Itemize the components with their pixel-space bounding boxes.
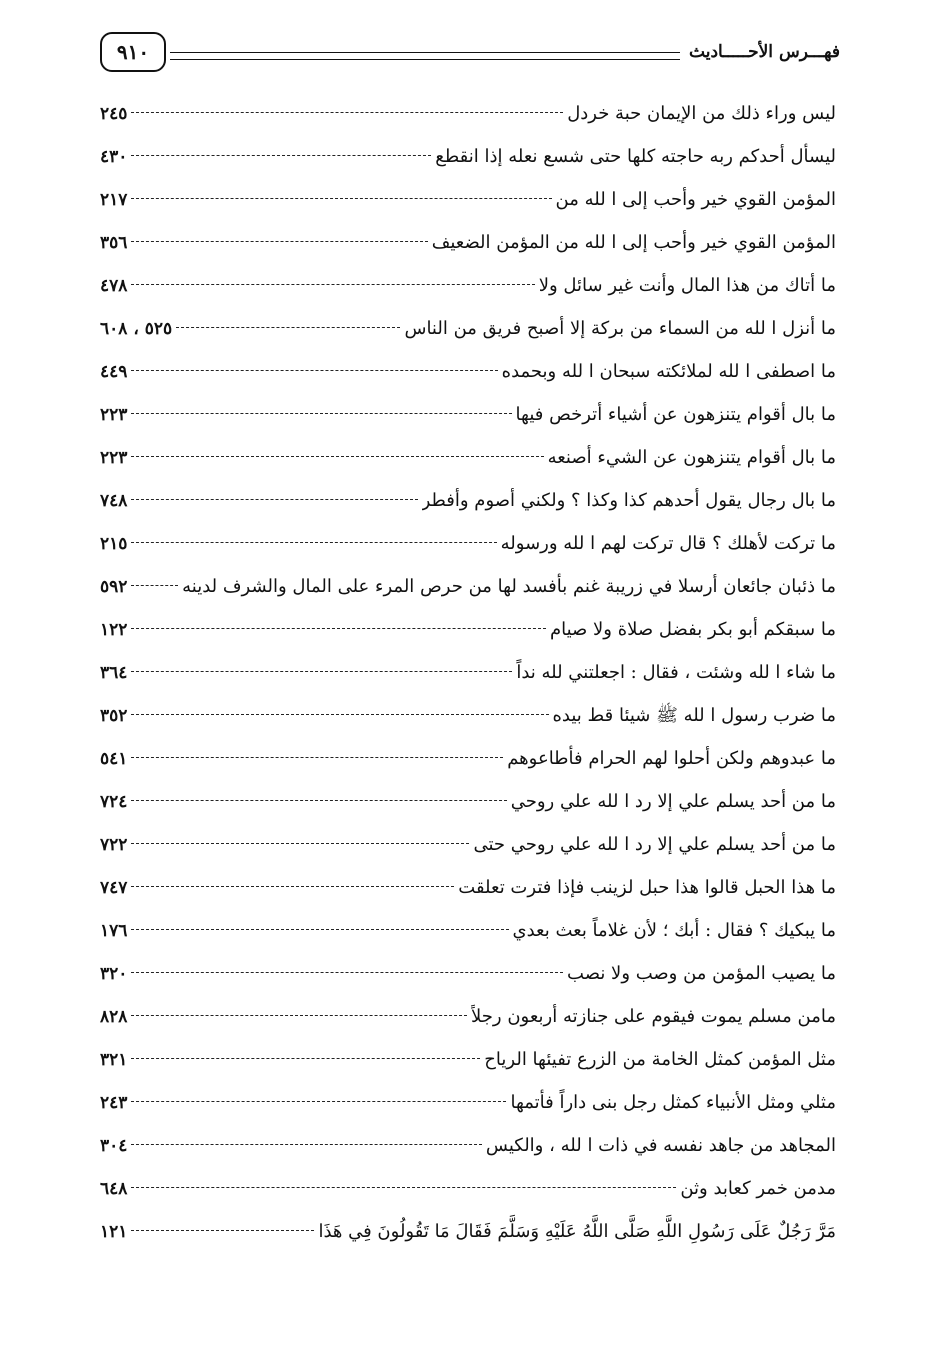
dotted-leader bbox=[131, 112, 563, 113]
dotted-leader bbox=[131, 370, 497, 371]
hadith-text: ما عبدوهم ولكن أحلوا لهم الحرام فأطاعوهم bbox=[507, 748, 836, 769]
header-rule bbox=[170, 52, 680, 53]
page-reference: ٢١٥ bbox=[100, 534, 128, 554]
hadith-text: ما يصيب المؤمن من وصب ولا نصب bbox=[567, 963, 836, 984]
index-entry bbox=[100, 866, 836, 909]
hadith-text: ما أنزل ا لله من السماء من بركة إلا أصبح فريق من الناس bbox=[404, 318, 836, 339]
page-reference: ٧٢٤ bbox=[100, 792, 128, 812]
page-reference: ٣٠٤ bbox=[100, 1136, 128, 1156]
dotted-leader bbox=[131, 284, 534, 285]
page-reference: ٤٧٨ bbox=[100, 276, 128, 296]
hadith-text: ما من أحد يسلم علي إلا رد ا لله علي روحي bbox=[510, 791, 836, 812]
dotted-leader bbox=[131, 714, 548, 715]
hadith-text: ما من أحد يسلم علي إلا رد ا لله علي روحي حتى bbox=[473, 834, 836, 855]
hadith-text: المؤمن القوي خير وأحب إلى ا لله من bbox=[555, 189, 836, 210]
hadith-index-list bbox=[100, 92, 836, 1253]
page-reference: ٣٥٢ bbox=[100, 706, 128, 726]
index-entry bbox=[100, 264, 836, 307]
index-entry bbox=[100, 1038, 836, 1081]
hadith-text: ما تركت لأهلك ؟ قال تركت لهم ا لله ورسوله bbox=[500, 533, 836, 554]
hadith-text: مدمن خمر كعابد وثن bbox=[680, 1178, 836, 1199]
dotted-leader bbox=[131, 757, 503, 758]
page-reference: ٣٦٤ bbox=[100, 663, 128, 683]
dotted-leader bbox=[131, 671, 512, 672]
dotted-leader bbox=[131, 972, 563, 973]
index-entry bbox=[100, 952, 836, 995]
hadith-text: المؤمن القوي خير وأحب إلى ا لله من المؤمن الضعيف bbox=[431, 232, 836, 253]
dotted-leader bbox=[131, 929, 508, 930]
header-rule-secondary bbox=[170, 59, 680, 60]
page-number: ٩١٠ bbox=[100, 32, 166, 72]
dotted-leader bbox=[131, 1101, 506, 1102]
page-reference: ٥٩٢ bbox=[100, 577, 128, 597]
page-reference: ٦٤٨ bbox=[100, 1179, 128, 1199]
page-reference: ٨٢٨ bbox=[100, 1007, 128, 1027]
dotted-leader bbox=[131, 1144, 481, 1145]
page-reference: ٣٢٠ bbox=[100, 964, 128, 984]
index-entry bbox=[100, 221, 836, 264]
page-reference: ٤٤٩ bbox=[100, 362, 128, 382]
index-entry bbox=[100, 135, 836, 178]
index-entry bbox=[100, 479, 836, 522]
hadith-text: ما هذا الحبل قالوا هذا حبل لزينب فإذا فترت تعلقت bbox=[458, 877, 836, 898]
dotted-leader bbox=[131, 1058, 480, 1059]
index-entry bbox=[100, 350, 836, 393]
page-reference: ١٧٦ bbox=[100, 921, 128, 941]
hadith-text: ليس وراء ذلك من الإيمان حبة خردل bbox=[567, 103, 836, 124]
index-entry bbox=[100, 737, 836, 780]
index-entry bbox=[100, 565, 836, 608]
dotted-leader bbox=[176, 327, 400, 328]
dotted-leader bbox=[131, 155, 431, 156]
index-entry bbox=[100, 1124, 836, 1167]
index-entry bbox=[100, 608, 836, 651]
hadith-text: ما بال أقوام يتنزهون عن أشياء أترخص فيها bbox=[515, 404, 836, 425]
page-reference: ٣٥٦ bbox=[100, 233, 128, 253]
hadith-text: ما ضرب رسول ا لله ﷺ شيئا قط بيده bbox=[552, 705, 836, 726]
index-entry bbox=[100, 780, 836, 823]
index-entry bbox=[100, 178, 836, 221]
dotted-leader bbox=[131, 542, 496, 543]
dotted-leader bbox=[131, 628, 546, 629]
index-entry bbox=[100, 694, 836, 737]
dotted-leader bbox=[131, 456, 543, 457]
index-entry bbox=[100, 1081, 836, 1124]
index-entry bbox=[100, 522, 836, 565]
dotted-leader bbox=[131, 843, 469, 844]
hadith-text: مثل المؤمن كمثل الخامة من الزرع تفيئها الرياح bbox=[484, 1049, 836, 1070]
page-reference: ٣٢١ bbox=[100, 1050, 128, 1070]
page-reference: ٥٢٥ ، ٦٠٨ bbox=[100, 319, 173, 339]
dotted-leader bbox=[131, 241, 427, 242]
index-entry bbox=[100, 1167, 836, 1210]
page-reference: ٢٢٣ bbox=[100, 405, 128, 425]
hadith-text: ما شاء ا لله وشئت ، فقال : اجعلتني لله نداً bbox=[516, 662, 836, 683]
page-reference: ٢٤٥ bbox=[100, 104, 128, 124]
hadith-text: ما بال رجال يقول أحدهم كذا وكذا ؟ ولكني أصوم وأفطر bbox=[421, 490, 836, 511]
hadith-text: ما بال أقوام يتنزهون عن الشيء أصنعه bbox=[547, 447, 836, 468]
index-entry bbox=[100, 995, 836, 1038]
index-entry bbox=[100, 393, 836, 436]
hadith-text: ما سبقكم أبو بكر بفضل صلاة ولا صيام bbox=[549, 619, 836, 640]
hadith-text: ما ذئبان جائعان أرسلا في زريبة غنم بأفسد لها من حرص المرء على المال والشرف لدينه bbox=[182, 576, 836, 597]
page-reference: ٢١٧ bbox=[100, 190, 128, 210]
page-reference: ٥٤١ bbox=[100, 749, 128, 769]
page-reference: ٢٤٣ bbox=[100, 1093, 128, 1113]
page-reference: ٢٢٣ bbox=[100, 448, 128, 468]
index-entry bbox=[100, 651, 836, 694]
hadith-text: المجاهد من جاهد نفسه في ذات ا لله ، والكيس bbox=[485, 1135, 836, 1156]
hadith-text: مثلي ومثل الأنبياء كمثل رجل بنى داراً فأتمها bbox=[510, 1092, 836, 1113]
dotted-leader bbox=[131, 198, 551, 199]
index-entry bbox=[100, 436, 836, 479]
hadith-text: ما أتاك من هذا المال وأنت غير سائل ولا bbox=[538, 275, 836, 296]
index-entry bbox=[100, 909, 836, 952]
page-reference: ١٢١ bbox=[100, 1222, 128, 1242]
dotted-leader bbox=[131, 800, 506, 801]
page-reference: ٧٢٢ bbox=[100, 835, 128, 855]
dotted-leader bbox=[131, 1187, 676, 1188]
dotted-leader bbox=[131, 1230, 314, 1231]
page-header bbox=[100, 32, 840, 76]
hadith-text: ليسأل أحدكم ربه حاجته كلها حتى شسع نعله إذا انقطع bbox=[435, 146, 836, 167]
page-reference: ٧٤٨ bbox=[100, 491, 128, 511]
index-entry bbox=[100, 92, 836, 135]
page-reference: ٤٣٠ bbox=[100, 147, 128, 167]
hadith-text: ما يبكيك ؟ فقال : أبك ؛ لأن غلاماً بعث بعدي bbox=[512, 920, 836, 941]
dotted-leader bbox=[131, 886, 454, 887]
dotted-leader bbox=[131, 1015, 467, 1016]
running-title: فهـــرس الأحـــــاديث bbox=[689, 42, 840, 62]
page-reference: ٧٤٧ bbox=[100, 878, 128, 898]
index-entry bbox=[100, 1210, 836, 1253]
dotted-leader bbox=[131, 499, 417, 500]
hadith-text: مامن مسلم يموت فيقوم على جنازته أربعون رجلاً bbox=[471, 1006, 836, 1027]
page-reference: ١٢٢ bbox=[100, 620, 128, 640]
dotted-leader bbox=[131, 413, 511, 414]
hadith-text: ما اصطفى ا لله لملائكته سبحان ا لله وبحمده bbox=[501, 361, 836, 382]
dotted-leader bbox=[131, 585, 178, 586]
index-entry bbox=[100, 307, 836, 350]
index-entry bbox=[100, 823, 836, 866]
hadith-text: مَرَّ رَجُلٌ عَلَى رَسُولِ اللَّهِ صَلَّى اللَّهُ عَلَيْهِ وَسَلَّمَ فَقَالَ مَا تَقُولُونَ فِي هَذَا bbox=[318, 1221, 836, 1242]
